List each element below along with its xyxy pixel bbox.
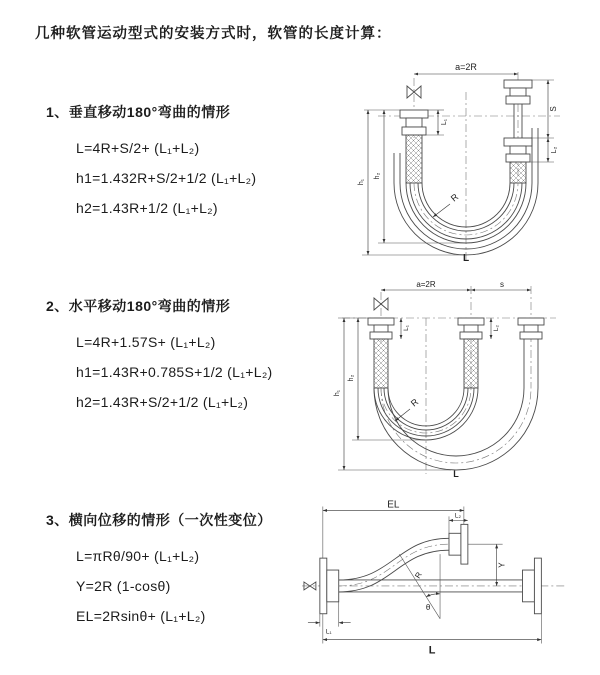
section-heading: 2、水平移动180°弯曲的情形 — [46, 298, 231, 314]
upper-right-flange — [449, 524, 468, 564]
formula-line: h2=1.43R+S/2+1/2 (L₁+L₂) — [76, 394, 249, 410]
dimension-l1 — [308, 602, 351, 636]
formula-line: EL=2Rsinθ+ (L₁+L₂) — [76, 608, 206, 624]
formula-line: L=4R+1.57S+ (L₁+L₂) — [76, 334, 216, 350]
mid-flange-stack — [458, 318, 484, 339]
dim-label-a2r: a=2R — [455, 62, 477, 72]
section-heading: 1、垂直移动180°弯曲的情形 — [46, 104, 231, 120]
formula-line: Y=2R (1-cosθ) — [76, 578, 171, 594]
dimension-l2 — [530, 138, 558, 162]
dimension-l1 — [401, 318, 410, 339]
dim-label-h1: h₁ — [334, 389, 341, 397]
dimension-a2r — [414, 62, 518, 74]
dimension-el — [323, 499, 464, 558]
right-upper-flange-stack — [504, 80, 532, 104]
formula-list — [76, 541, 321, 631]
dim-label-l2: L₂ — [551, 146, 558, 154]
formula-line: h1=1.43R+0.785S+1/2 (L₁+L₂) — [76, 364, 273, 380]
dim-label-r: R — [413, 570, 424, 581]
dim-label-l: L — [462, 253, 470, 264]
formula-line: h1=1.432R+S/2+1/2 (L₁+L₂) — [76, 170, 257, 186]
dim-label-el: EL — [387, 499, 400, 511]
dim-label-h2: h₂ — [348, 374, 355, 382]
dim-label-r: R — [448, 191, 461, 204]
right-lower-flange-stack — [504, 138, 532, 162]
right-flange-stack — [518, 318, 544, 339]
braided-hose-mid — [464, 339, 478, 388]
page-title: 几种软管运动型式的安装方式时，软管的长度计算： — [35, 26, 392, 42]
u-hose-arcs-displaced — [374, 388, 538, 470]
lower-right-flange — [522, 558, 541, 614]
section-horizontal-bend — [46, 296, 321, 417]
section-lateral-displacement — [46, 510, 321, 631]
dimension-s — [471, 280, 531, 290]
braided-hose-left — [374, 339, 388, 388]
s-curve-hose — [339, 538, 449, 592]
dim-label-l2: L₂ — [454, 512, 461, 520]
dim-label-l: L — [428, 644, 436, 657]
section-vertical-bend — [46, 102, 321, 223]
dim-label-l: L — [453, 469, 459, 479]
radius-leader — [433, 191, 461, 217]
dim-label-l2: L₂ — [493, 324, 500, 332]
formula-list — [76, 327, 321, 417]
dimension-a2r — [381, 280, 471, 290]
dim-label-theta: θ — [425, 602, 431, 612]
dimension-l2 — [491, 318, 500, 339]
dim-label-h1: h₁ — [358, 178, 365, 186]
braided-hose-left — [406, 135, 422, 183]
formula-line: L=4R+S/2+ (L₁+L₂) — [76, 140, 200, 156]
radius-leader — [395, 396, 421, 421]
dim-label-l1: L₁ — [403, 325, 410, 331]
angle-construction — [399, 554, 440, 619]
diagram-lateral-displacement — [298, 496, 596, 658]
left-flange — [320, 558, 339, 614]
dim-label-l1: L₁ — [325, 628, 332, 636]
diagram-vertical-bend — [316, 58, 582, 264]
dim-label-l1: L₁ — [441, 118, 448, 126]
left-flange-stack — [368, 318, 394, 339]
dim-label-s: S — [549, 106, 558, 112]
dim-label-a2r: a=2R — [416, 280, 436, 289]
dimension-h1 — [334, 318, 451, 470]
dimension-s — [532, 80, 558, 138]
dim-label-h2: h₂ — [374, 172, 381, 180]
dim-label-s: s — [500, 280, 504, 289]
formula-line: h2=1.43R+1/2 (L₁+L₂) — [76, 200, 218, 216]
dim-label-y: Y — [497, 562, 507, 568]
section-heading: 3、横向位移的情形（一次性变位） — [46, 512, 272, 528]
left-flange-stack — [400, 110, 428, 135]
dim-label-r: R — [408, 396, 421, 409]
braided-hose-right — [510, 162, 526, 183]
formula-list — [76, 133, 321, 223]
diagram-horizontal-bend — [306, 278, 586, 480]
formula-line: L=πRθ/90+ (L₁+L₂) — [76, 548, 200, 564]
dimension-l — [323, 614, 542, 657]
